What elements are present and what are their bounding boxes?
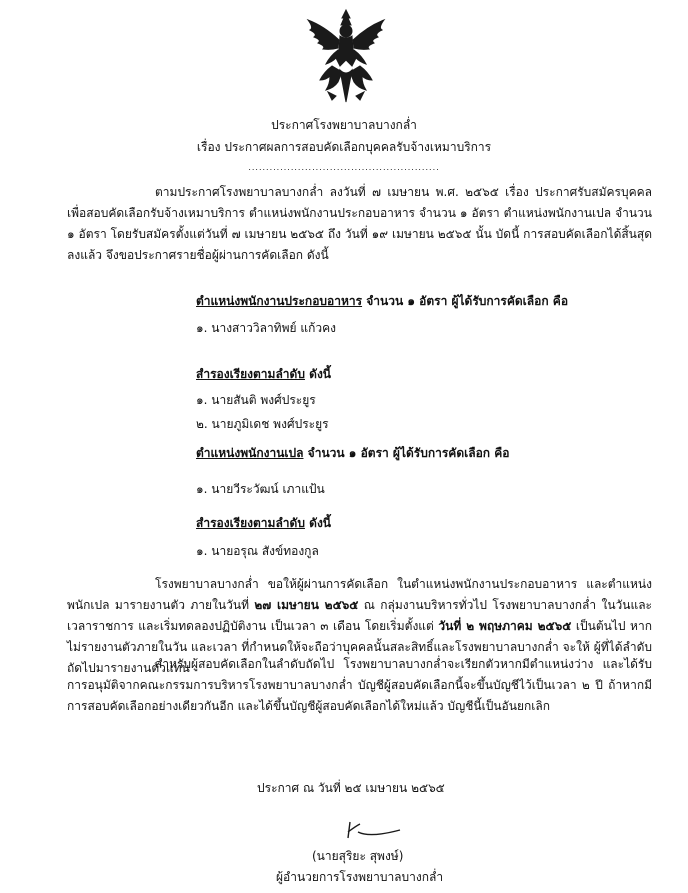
signer-title: ผู้อำนวยการโรงพยาบาลบางกล่ำ	[276, 870, 444, 884]
report-date: ๒๗ เมษายน ๒๕๖๕	[254, 598, 359, 612]
position2-count: จำนวน ๑ อัตรา ผู้ได้รับการคัดเลือก คือ	[303, 446, 510, 460]
position2-reserve-1: ๑. นายอรุณ สังข์ทองกูล	[196, 544, 319, 558]
position1-reserve-suffix: ดังนี้	[304, 367, 332, 381]
position1-reserve-2: ๒. นายภูมิเดช พงศ์ประยูร	[196, 417, 329, 431]
position2-heading: ตำแหน่งพนักงานเปล	[196, 446, 304, 460]
intro-paragraph: ตามประกาศโรงพยาบาลบางกล่ำ ลงวันที่ ๗ เมษายน พ.ศ. ๒๕๖๕ เรื่อง ประกาศรับสมัครบุคคลเพื่อสอบคัดเลือกรับจ้างเหมาบริการ ตำแหน่งพนักงานประกอบอาหาร จำนวน ๑ อัตรา ตำแหน่งพนักงานเปล จำนวน ๑ อัตรา โดยรับสมัครตั้งแต่วันที่ ๗ เมษายน ๒๕๖๕ ถึง วันที่ ๑๙ เมษายน ๒๕๖๕ นั้น บัดนี้ การสอบคัดเลือกได้สิ้นสุดลงแล้ว จึงขอประกาศรายชื่อผู้ผ่านการคัดเลือก ดังนี้	[67, 185, 653, 262]
position2-line	[196, 445, 509, 461]
position1-reserve-1: ๑. นายสันติ พงศ์ประยูร	[196, 393, 316, 407]
position1-heading: ตำแหน่งพนักงานประกอบอาหาร	[196, 294, 363, 308]
garuda-emblem-icon	[296, 6, 396, 104]
signer-name: (นายสุริยะ สุพงษ์)	[312, 849, 404, 863]
list-note-paragraph: สำหรับผู้สอบคัดเลือกในลำดับถัดไป โรงพยาบาลบางกล่ำจะเรียกตัวหากมีตำแหน่งว่าง และได้รับการอนุมัติจากคณะกรรมการบริหารโรงพยาบาลบางกล่ำ บัญชีผู้สอบคัดเลือกนี้จะขึ้นบัญชีไว้เป็นเวลา ๒ ปี ถ้าหากมีการสอบคัดเลือกอย่างเดียวกันอีก และได้ขึ้นบัญชีผู้สอบคัดเลือกได้ใหม่แล้ว บัญชีนี้เป็นอันยกเลิก	[67, 657, 652, 713]
announcement-title: ประกาศโรงพยาบาลบางกล่ำ	[271, 118, 417, 132]
start-date: วันที่ ๒ พฤษภาคม ๒๕๖๕	[438, 619, 572, 633]
position1-selected: ๑. นางสาววิลาทิพย์ แก้วคง	[196, 321, 336, 335]
position1-reserve-heading: สำรองเรียงตามลำดับ	[196, 367, 305, 381]
position2-selected: ๑. นายวีระวัฒน์ เภาแป้น	[196, 482, 325, 496]
position1-reserve-line	[196, 366, 331, 382]
position2-reserve-heading: สำรองเรียงตามลำดับ	[196, 516, 305, 530]
position2-reserve-suffix: ดังนี้	[304, 516, 332, 530]
position1-line	[196, 293, 568, 309]
report-text-1: โรงพยาบาลบางกล่ำ ขอให้ผู้ผ่านการคัดเลือก ในตำแหน่งพนักงานประกอบอาหาร และตำแหน่งพนักเปล มารายงานตัว ภายในวันที่	[67, 577, 652, 612]
position1-count: จำนวน ๑ อัตรา ผู้ได้รับการคัดเลือก คือ	[362, 294, 569, 308]
report-text-3: เป็นต้นไป หากไม่รายงานตัวภายในวัน และเวลา ที่กำหนดให้จะถือว่าบุคคลนั้นสละสิทธิ์และโรงพยาบาลบางกล่ำ จะให้ ผู้ที่ได้ลำดับถัดไปมารายงานตัวแทน	[67, 619, 652, 675]
announce-date: ประกาศ ณ วันที่ ๒๕ เมษายน ๒๕๖๕	[257, 781, 445, 795]
announcement-subject: เรื่อง ประกาศผลการสอบคัดเลือกบุคคลรับจ้างเหมาบริการ	[196, 140, 492, 154]
position2-reserve-line	[196, 515, 331, 531]
dotted-divider: ......................................................	[248, 163, 440, 172]
signature-icon	[340, 818, 410, 842]
report-text-2: ณ กลุ่มงานบริหารทั่วไป โรงพยาบาลบางกล่ำ ในวันและเวลาราชการ และเริ่มทดลองปฏิบัติงาน เป็นเวลา ๓ เดือน โดยเริ่มตั้งแต่	[67, 598, 653, 633]
